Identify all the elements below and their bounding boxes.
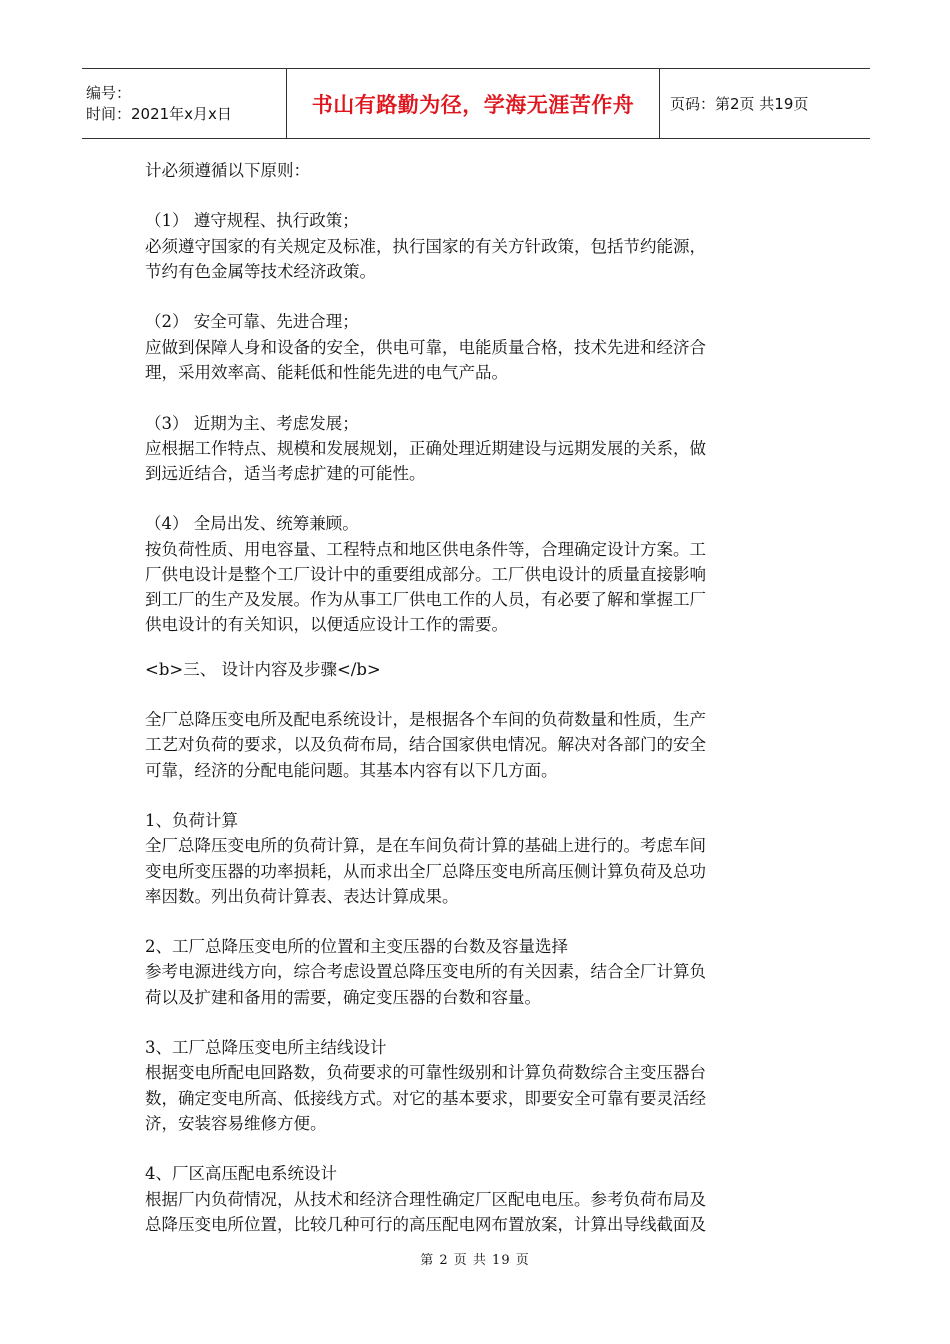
text-line: 必须遵守国家的有关规定及标准，执行国家的有关方针政策，包括节约能源， (145, 237, 706, 256)
text-line: 率因数。列出负荷计算表、表达计算成果。 (145, 887, 459, 906)
text-line: 应做到保障人身和设备的安全，供电可靠，电能质量合格，技术先进和经济合 (145, 338, 706, 357)
text-line: 节约有色金属等技术经济政策。 (145, 262, 376, 281)
document-number-label: 编号： (86, 83, 132, 102)
text-line: 理，采用效率高、能耗低和性能先进的电气产品。 (145, 363, 508, 382)
document-date: 时间：2021年x月x日 (86, 104, 232, 123)
subsection-heading-4: 4、厂区高压配电系统设计 (145, 1164, 337, 1183)
text-line: 荷以及扩建和备用的需要，确定变压器的台数和容量。 (145, 988, 541, 1007)
principle-heading-4: （4） 全局出发、统筹兼顾。 (145, 514, 359, 533)
header-motto: 书山有路勤为径，学海无涯苦作舟 (287, 69, 660, 138)
text-line: 供电设计的有关知识，以便适应设计工作的需要。 (145, 615, 508, 634)
subsection-heading-3: 3、工厂总降压变电所主结线设计 (145, 1038, 387, 1057)
text-line: 全厂总降压变电所的负荷计算，是在车间负荷计算的基础上进行的。考虑车间 (145, 836, 706, 855)
principle-heading-2: （2） 安全可靠、先进合理； (145, 312, 359, 331)
text-line: 可靠，经济的分配电能问题。其基本内容有以下几方面。 (145, 761, 558, 780)
text-line: 变电所变压器的功率损耗，从而求出全厂总降压变电所高压侧计算负荷及总功 (145, 862, 706, 881)
text-line: 数，确定变电所高、低接线方式。对它的基本要求，即要安全可靠有要灵活经 (145, 1089, 706, 1108)
text-line: 计必须遵循以下原则： (145, 161, 310, 180)
page-footer: 第 2 页 共 19 页 (420, 1253, 530, 1268)
text-line: 全厂总降压变电所及配电系统设计，是根据各个车间的负荷数量和性质，生产 (145, 710, 706, 729)
subsection-heading-2: 2、工厂总降压变电所的位置和主变压器的台数及容量选择 (145, 937, 568, 956)
principle-heading-3: （3） 近期为主、考虑发展； (145, 414, 359, 433)
page-header (82, 68, 870, 139)
text-line: 到远近结合，适当考虑扩建的可能性。 (145, 464, 426, 483)
subsection-heading-1: 1、负荷计算 (145, 811, 238, 830)
header-left-cell (82, 69, 287, 138)
text-line: 厂供电设计是整个工厂设计中的重要组成部分。工厂供电设计的质量直接影响 (145, 565, 706, 584)
header-page-info: 页码：第2页 共19页 (670, 95, 809, 113)
text-line: 应根据工作特点、规模和发展规划，正确处理近期建设与远期发展的关系，做 (145, 439, 706, 458)
text-line: 济，安装容易维修方便。 (145, 1114, 327, 1133)
text-line: 参考电源进线方向，综合考虑设置总降压变电所的有关因素，结合全厂计算负 (145, 962, 706, 981)
text-line: 根据变电所配电回路数，负荷要求的可靠性级别和计算负荷数综合主变压器台 (145, 1063, 706, 1082)
principle-heading-1: （1） 遵守规程、执行政策； (145, 211, 359, 230)
text-line: 总降压变电所位置，比较几种可行的高压配电网布置放案，计算出导线截面及 (145, 1215, 706, 1234)
text-line: 工艺对负荷的要求，以及负荷布局，结合国家供电情况。解决对各部门的安全 (145, 735, 706, 754)
text-line: 按负荷性质、用电容量、工程特点和地区供电条件等，合理确定设计方案。工 (145, 540, 706, 559)
text-line: 根据厂内负荷情况，从技术和经济合理性确定厂区配电电压。参考负荷布局及 (145, 1190, 706, 1209)
text-line: 到工厂的生产及发展。作为从事工厂供电工作的人员，有必要了解和掌握工厂 (145, 590, 706, 609)
section-heading: <b>三、 设计内容及步骤</b> (145, 660, 381, 679)
